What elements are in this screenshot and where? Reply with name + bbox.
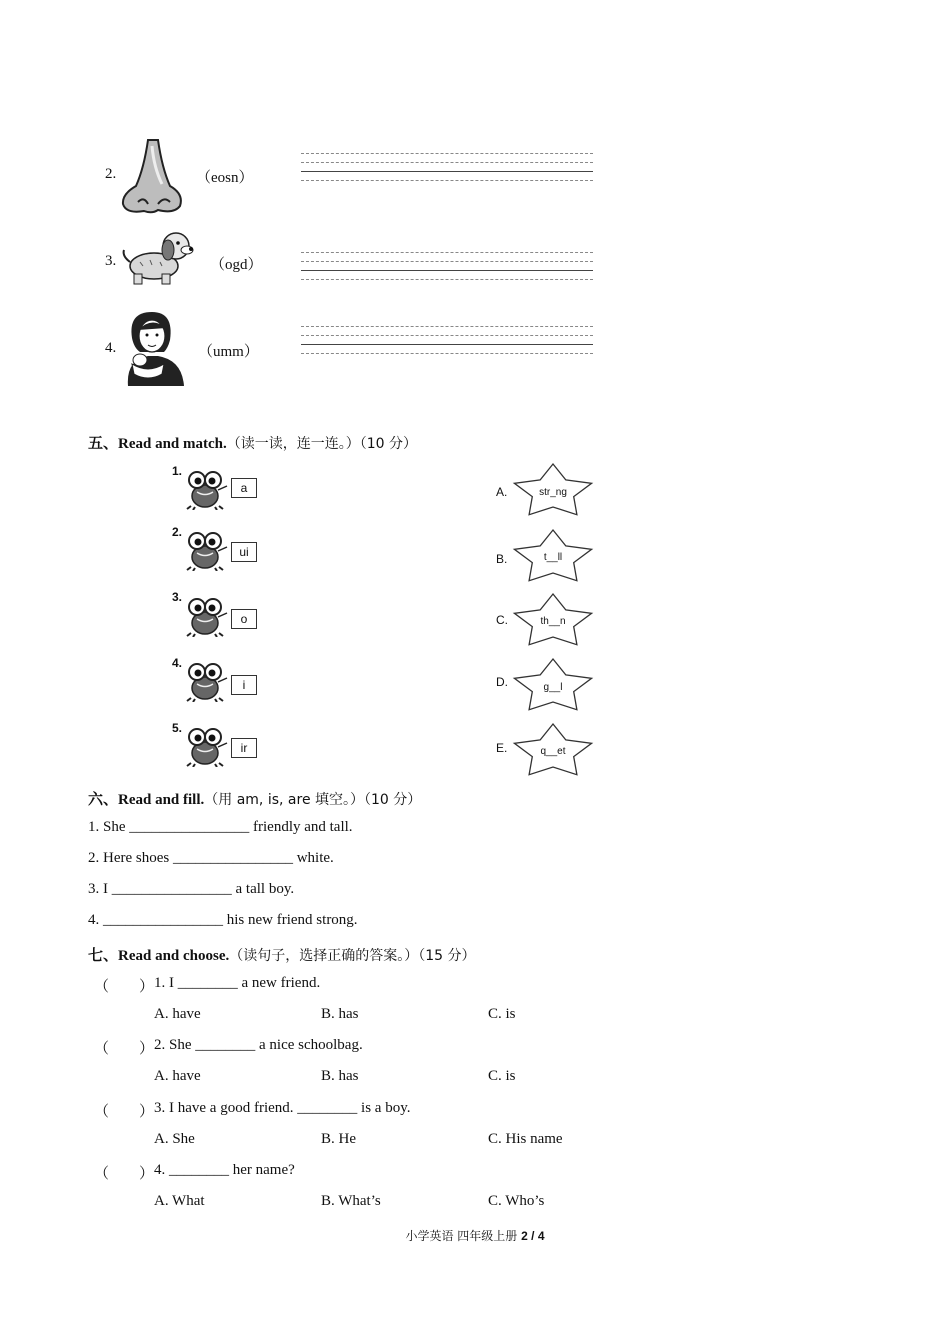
page-number: 2 / 4	[521, 1229, 545, 1243]
option-a[interactable]: A. What	[154, 1193, 205, 1209]
frog-icon	[185, 662, 229, 702]
option-c[interactable]: C. is	[488, 1006, 516, 1022]
letter-hint: （eosn）	[196, 170, 254, 186]
page-footer	[0, 1227, 950, 1244]
frog-icon	[185, 531, 229, 571]
star-letter: E.	[496, 741, 508, 755]
fill-line-4[interactable]: 4. ________________ his new friend strong.	[88, 912, 358, 928]
sound-bubble: o	[231, 609, 257, 629]
star-word: th__n	[540, 616, 566, 627]
mom-icon	[118, 308, 188, 388]
answer-bracket[interactable]: （ ）	[94, 1041, 155, 1057]
option-c[interactable]: C. His name	[488, 1131, 563, 1147]
item-number: 2.	[105, 166, 117, 182]
option-b[interactable]: B. What’s	[321, 1193, 381, 1209]
frog-icon	[185, 727, 229, 767]
star-word: str_ng	[539, 487, 567, 498]
letter-hint: （umm）	[198, 344, 259, 360]
fill-line-3[interactable]: 3. I ________________ a tall boy.	[88, 881, 295, 897]
sound-bubble: ir	[231, 738, 257, 758]
sound-bubble: ui	[231, 542, 257, 562]
answer-bracket[interactable]: （ ）	[94, 1166, 155, 1182]
fill-line-2[interactable]: 2. Here shoes ________________ white.	[88, 850, 334, 866]
star-letter: B.	[496, 552, 508, 566]
option-b[interactable]: B. has	[321, 1006, 359, 1022]
option-a[interactable]: A. She	[154, 1131, 195, 1147]
question-text: 1. I ________ a new friend.	[154, 975, 321, 991]
option-b[interactable]: B. has	[321, 1068, 359, 1084]
answer-bracket[interactable]: （ ）	[94, 1104, 155, 1120]
fill-line-1[interactable]: 1. She ________________ friendly and tall.	[88, 819, 353, 835]
answer-bracket[interactable]: （ ）	[94, 979, 155, 995]
option-c[interactable]: C. Who’s	[488, 1193, 545, 1209]
frog-number: 2.	[172, 525, 183, 539]
option-b[interactable]: B. He	[321, 1131, 356, 1147]
section-title-choose: 七、Read and choose.（读句子，选择正确的答案。）（15 分）	[88, 948, 476, 964]
letter-hint: （ogd）	[210, 257, 263, 273]
writing-lines[interactable]	[301, 153, 593, 183]
question-text: 2. She ________ a nice schoolbag.	[154, 1037, 363, 1053]
star-letter: C.	[496, 613, 508, 627]
star-letter: D.	[496, 675, 508, 689]
frog-number: 3.	[172, 590, 183, 604]
frog-icon	[185, 597, 229, 637]
section-title-fill: 六、Read and fill.（用 am, is, are 填空。）（10 分）	[88, 792, 422, 808]
star-word: g__l	[543, 682, 563, 693]
frog-number: 5.	[172, 721, 183, 735]
footer-text: 小学英语 四年级上册	[405, 1229, 518, 1243]
frog-number: 4.	[172, 656, 183, 670]
sound-bubble: i	[231, 675, 257, 695]
section-title-match: 五、Read and match.（读一读，连一连。）（10 分）	[88, 436, 418, 452]
writing-lines[interactable]	[301, 326, 593, 356]
star-letter: A.	[496, 485, 508, 499]
option-a[interactable]: A. have	[154, 1006, 201, 1022]
star-word: t__ll	[543, 552, 563, 563]
dog-icon	[120, 228, 196, 288]
nose-icon	[118, 138, 188, 216]
frog-icon	[185, 470, 229, 510]
question-text: 4. ________ her name?	[154, 1162, 295, 1178]
writing-lines[interactable]	[301, 252, 593, 282]
option-a[interactable]: A. have	[154, 1068, 201, 1084]
star-word: q__et	[540, 746, 566, 757]
frog-number: 1.	[172, 464, 183, 478]
item-number: 4.	[105, 340, 117, 356]
sound-bubble: a	[231, 478, 257, 498]
option-c[interactable]: C. is	[488, 1068, 516, 1084]
question-text: 3. I have a good friend. ________ is a boy.	[154, 1100, 411, 1116]
item-number: 3.	[105, 253, 117, 269]
